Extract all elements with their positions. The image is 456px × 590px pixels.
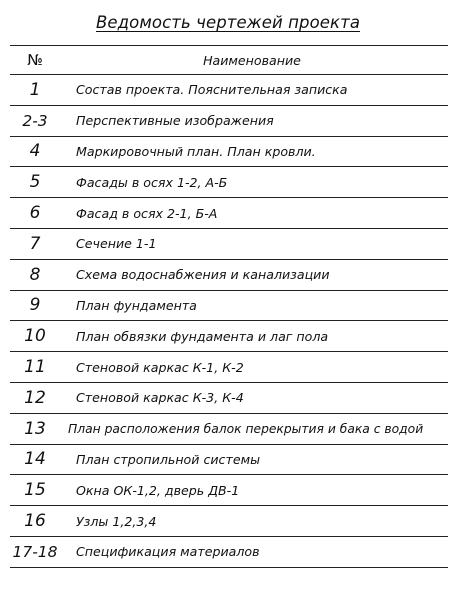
table-row <box>10 445 448 476</box>
table-row <box>10 106 448 137</box>
sheet-name: Фасад в осях 2-1, Б-А <box>76 205 218 221</box>
table-row <box>10 321 448 352</box>
sheet-number: 9 <box>29 295 41 316</box>
table-row <box>10 229 448 260</box>
sheet-name: План фундамента <box>76 297 197 313</box>
sheet-number: 7 <box>29 233 41 254</box>
sheet-number: 5 <box>29 172 41 193</box>
sheet-number: 11 <box>24 357 46 378</box>
sheet-name: Стеновой каркас К-1, К-2 <box>76 359 244 375</box>
table-row <box>10 291 448 322</box>
sheet-name: План обвязки фундамента и лаг пола <box>76 328 329 344</box>
document-title: Ведомость чертежей проекта <box>95 13 361 32</box>
sheet-number: 14 <box>24 449 46 470</box>
sheet-number: 17-18 <box>12 542 58 561</box>
table-row <box>10 167 448 198</box>
table-row <box>10 414 448 445</box>
table-row <box>10 260 448 291</box>
table-row <box>10 506 448 537</box>
sheet-number: 13 <box>24 418 46 439</box>
sheet-name: План расположения балок перекрытия и бака с водой <box>68 421 424 436</box>
sheet-number: 2-3 <box>22 111 48 130</box>
sheet-number: 4 <box>29 141 41 162</box>
sheet-number: 16 <box>24 511 46 532</box>
sheet-name: Сечение 1-1 <box>76 236 157 252</box>
drawings-table <box>10 45 448 568</box>
sheet-number: 15 <box>24 480 46 501</box>
table-header-row <box>10 45 448 75</box>
column-header-name: Наименование <box>203 52 301 68</box>
sheet-name: Фасады в осях 1-2, А-Б <box>76 174 228 190</box>
table-row <box>10 75 448 106</box>
table-row <box>10 537 448 568</box>
sheet-name: Спецификация материалов <box>76 544 260 560</box>
table-row <box>10 383 448 414</box>
sheet-name: Маркировочный план. План кровли. <box>76 143 316 159</box>
sheet-name: План стропильной системы <box>76 451 261 467</box>
sheet-number: 8 <box>29 264 41 285</box>
sheet-number: 1 <box>29 79 41 100</box>
table-row <box>10 198 448 229</box>
column-header-number: № <box>27 51 43 69</box>
table-row <box>10 475 448 506</box>
sheet-number: 6 <box>29 203 41 224</box>
sheet-number: 12 <box>24 387 46 408</box>
sheet-name: Узлы 1,2,3,4 <box>76 513 157 529</box>
sheet-name: Окна ОК-1,2, дверь ДВ-1 <box>76 482 240 498</box>
sheet-name: Перспективные изображения <box>76 113 274 129</box>
sheet-name: Состав проекта. Пояснительная записка <box>76 82 348 98</box>
table-row <box>10 137 448 168</box>
sheet-name: Стеновой каркас К-3, К-4 <box>76 390 244 406</box>
table-row <box>10 352 448 383</box>
sheet-number: 10 <box>24 326 46 347</box>
sheet-name: Схема водоснабжения и канализации <box>76 267 330 283</box>
